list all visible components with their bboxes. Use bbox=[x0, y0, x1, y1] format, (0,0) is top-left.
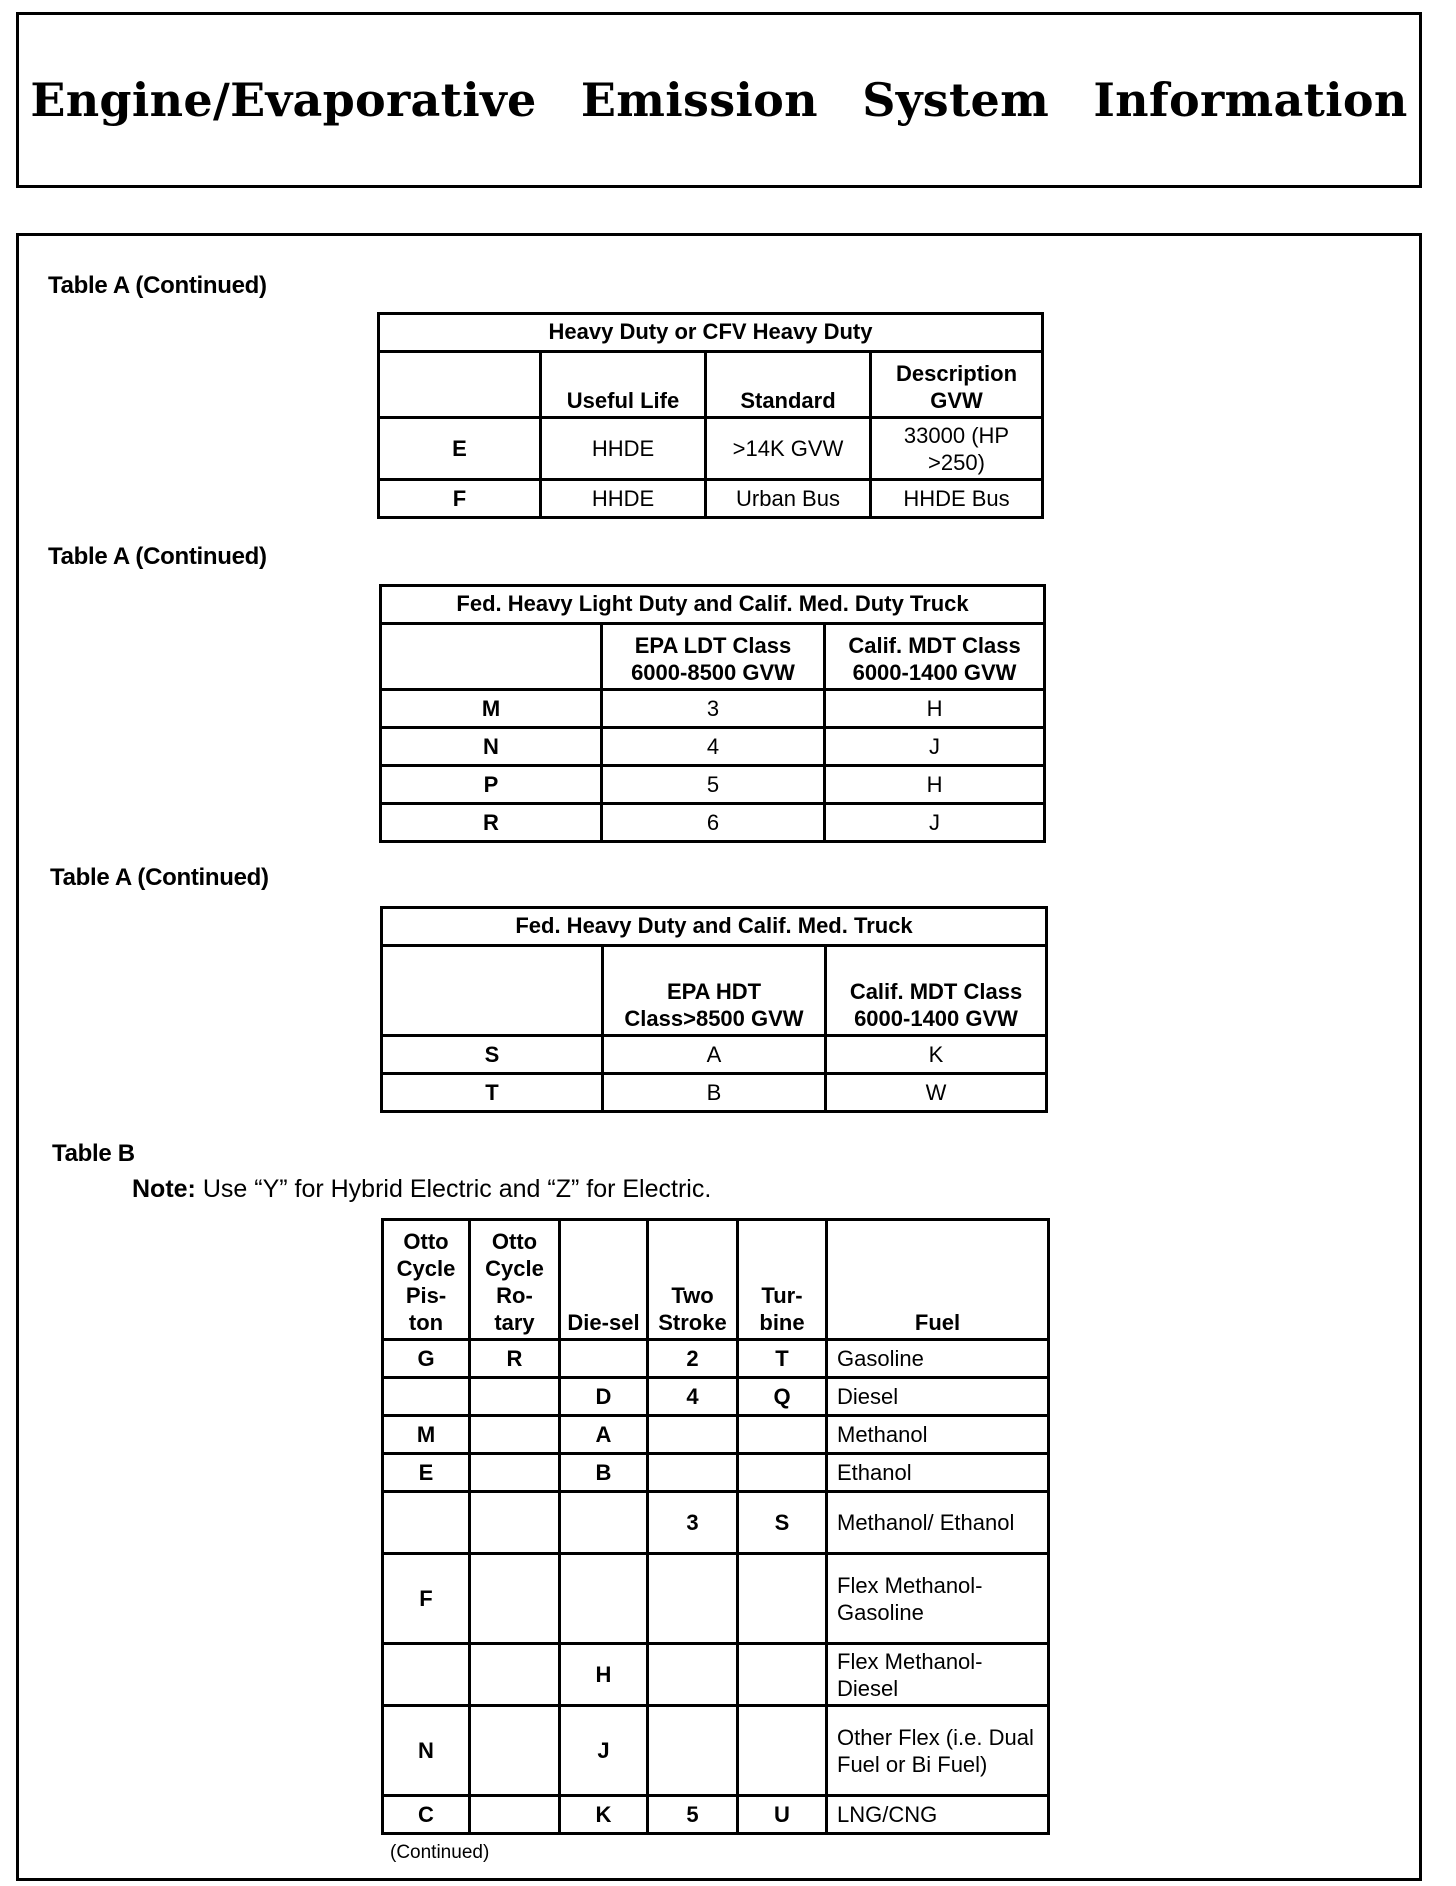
code-cell: G bbox=[383, 1340, 470, 1378]
code-cell bbox=[738, 1416, 827, 1454]
fuel-cell: LNG/CNG bbox=[827, 1796, 1049, 1834]
code-cell bbox=[738, 1706, 827, 1796]
table-a2-header: EPA LDT Class 6000-8500 GVW bbox=[602, 624, 825, 690]
table-row bbox=[381, 766, 1045, 804]
code-cell bbox=[470, 1644, 560, 1706]
table-a1 bbox=[377, 312, 1044, 519]
code-cell: 5 bbox=[648, 1796, 738, 1834]
table-a3-cell: K bbox=[826, 1036, 1047, 1074]
table-row bbox=[382, 1074, 1047, 1112]
code-cell bbox=[560, 1340, 648, 1378]
table-a1-caption: Heavy Duty or CFV Heavy Duty bbox=[379, 314, 1043, 352]
page-title: Engine/Evaporative Emission System Information bbox=[30, 73, 1408, 127]
table-a2-cell: M bbox=[381, 690, 602, 728]
code-cell bbox=[648, 1554, 738, 1644]
code-cell bbox=[383, 1644, 470, 1706]
code-cell: K bbox=[560, 1796, 648, 1834]
table-a1-cell: HHDE bbox=[541, 480, 706, 518]
table-a3-cell: W bbox=[826, 1074, 1047, 1112]
table-a3-cell: T bbox=[382, 1074, 603, 1112]
code-cell: U bbox=[738, 1796, 827, 1834]
table-a3-label: Table A (Continued) bbox=[50, 864, 269, 891]
fuel-cell: Ethanol bbox=[827, 1454, 1049, 1492]
table-row bbox=[383, 1340, 1049, 1378]
table-a2-header: Calif. MDT Class 6000-1400 GVW bbox=[825, 624, 1045, 690]
table-a1-header: Description GVW bbox=[871, 352, 1043, 418]
table-b-note bbox=[132, 1175, 711, 1204]
code-cell bbox=[648, 1454, 738, 1492]
table-a2-cell: N bbox=[381, 728, 602, 766]
code-cell bbox=[738, 1644, 827, 1706]
table-b-header: Otto Cycle Pis-ton bbox=[383, 1220, 470, 1340]
table-a1-label: Table A (Continued) bbox=[48, 272, 267, 299]
code-cell: 2 bbox=[648, 1340, 738, 1378]
code-cell bbox=[470, 1796, 560, 1834]
table-a1-cell: 33000 (HP >250) bbox=[871, 418, 1043, 480]
table-a2-cell: R bbox=[381, 804, 602, 842]
table-a1-cell: HHDE Bus bbox=[871, 480, 1043, 518]
code-cell bbox=[470, 1454, 560, 1492]
table-row bbox=[381, 728, 1045, 766]
code-cell: A bbox=[560, 1416, 648, 1454]
code-cell: S bbox=[738, 1492, 827, 1554]
table-a1-header: Standard bbox=[706, 352, 871, 418]
table-a1-cell: HHDE bbox=[541, 418, 706, 480]
continued-note: (Continued) bbox=[390, 1842, 490, 1863]
code-cell bbox=[470, 1554, 560, 1644]
table-b-header: Two Stroke bbox=[648, 1220, 738, 1340]
table-a2-caption: Fed. Heavy Light Duty and Calif. Med. Duty Truck bbox=[381, 586, 1045, 624]
code-cell bbox=[560, 1554, 648, 1644]
table-a3-cell: B bbox=[603, 1074, 826, 1112]
table-a2-header bbox=[381, 624, 602, 690]
table-a3-header: Calif. MDT Class 6000-1400 GVW bbox=[826, 946, 1047, 1036]
table-a2-cell: 3 bbox=[602, 690, 825, 728]
fuel-cell: Flex Methanol-Gasoline bbox=[827, 1554, 1049, 1644]
table-a3-cell: S bbox=[382, 1036, 603, 1074]
code-cell: E bbox=[383, 1454, 470, 1492]
fuel-cell: Flex Methanol-Diesel bbox=[827, 1644, 1049, 1706]
table-a3-caption: Fed. Heavy Duty and Calif. Med. Truck bbox=[382, 908, 1047, 946]
code-cell: N bbox=[383, 1706, 470, 1796]
table-a2 bbox=[379, 584, 1046, 843]
code-cell: M bbox=[383, 1416, 470, 1454]
table-row bbox=[381, 690, 1045, 728]
table-a3-cell: A bbox=[603, 1036, 826, 1074]
table-a1-cell: >14K GVW bbox=[706, 418, 871, 480]
code-cell bbox=[470, 1492, 560, 1554]
table-a2-cell: H bbox=[825, 690, 1045, 728]
table-row bbox=[383, 1796, 1049, 1834]
table-row bbox=[383, 1644, 1049, 1706]
code-cell bbox=[470, 1416, 560, 1454]
code-cell bbox=[738, 1554, 827, 1644]
table-a2-cell: 6 bbox=[602, 804, 825, 842]
code-cell: T bbox=[738, 1340, 827, 1378]
table-a3 bbox=[380, 906, 1048, 1113]
table-row bbox=[383, 1454, 1049, 1492]
table-row bbox=[383, 1554, 1049, 1644]
table-a2-cell: J bbox=[825, 728, 1045, 766]
table-a2-cell: P bbox=[381, 766, 602, 804]
code-cell: 4 bbox=[648, 1378, 738, 1416]
title-box bbox=[16, 12, 1422, 188]
table-row bbox=[383, 1416, 1049, 1454]
code-cell bbox=[383, 1378, 470, 1416]
code-cell bbox=[648, 1644, 738, 1706]
fuel-cell: Methanol bbox=[827, 1416, 1049, 1454]
code-cell bbox=[560, 1492, 648, 1554]
code-cell bbox=[648, 1416, 738, 1454]
fuel-cell: Methanol/ Ethanol bbox=[827, 1492, 1049, 1554]
table-a1-cell: Urban Bus bbox=[706, 480, 871, 518]
fuel-cell: Other Flex (i.e. Dual Fuel or Bi Fuel) bbox=[827, 1706, 1049, 1796]
code-cell: F bbox=[383, 1554, 470, 1644]
code-cell: D bbox=[560, 1378, 648, 1416]
table-row bbox=[382, 1036, 1047, 1074]
table-a1-cell: F bbox=[379, 480, 541, 518]
code-cell bbox=[383, 1492, 470, 1554]
table-a2-cell: 4 bbox=[602, 728, 825, 766]
table-b-label: Table B bbox=[52, 1140, 135, 1167]
code-cell bbox=[738, 1454, 827, 1492]
note-text: Use “Y” for Hybrid Electric and “Z” for Electric. bbox=[195, 1175, 712, 1203]
table-a3-header bbox=[382, 946, 603, 1036]
code-cell: Q bbox=[738, 1378, 827, 1416]
code-cell: J bbox=[560, 1706, 648, 1796]
table-a3-header: EPA HDT Class>8500 GVW bbox=[603, 946, 826, 1036]
table-a2-cell: J bbox=[825, 804, 1045, 842]
code-cell: C bbox=[383, 1796, 470, 1834]
fuel-cell: Gasoline bbox=[827, 1340, 1049, 1378]
code-cell: B bbox=[560, 1454, 648, 1492]
table-row bbox=[379, 418, 1043, 480]
note-label: Note: bbox=[132, 1175, 196, 1203]
table-b-header: Otto Cycle Ro-tary bbox=[470, 1220, 560, 1340]
code-cell bbox=[470, 1378, 560, 1416]
table-b-header: Die-sel bbox=[560, 1220, 648, 1340]
code-cell: R bbox=[470, 1340, 560, 1378]
table-a2-label: Table A (Continued) bbox=[48, 543, 267, 570]
table-row bbox=[381, 804, 1045, 842]
table-b-header: Tur-bine bbox=[738, 1220, 827, 1340]
table-row bbox=[383, 1492, 1049, 1554]
fuel-cell: Diesel bbox=[827, 1378, 1049, 1416]
table-row bbox=[383, 1378, 1049, 1416]
code-cell bbox=[470, 1706, 560, 1796]
table-row bbox=[383, 1706, 1049, 1796]
code-cell: H bbox=[560, 1644, 648, 1706]
table-b-header: Fuel bbox=[827, 1220, 1049, 1340]
table-a1-header: Useful Life bbox=[541, 352, 706, 418]
table-a1-cell: E bbox=[379, 418, 541, 480]
table-row bbox=[379, 480, 1043, 518]
table-b bbox=[381, 1218, 1050, 1835]
code-cell: 3 bbox=[648, 1492, 738, 1554]
table-a2-cell: H bbox=[825, 766, 1045, 804]
code-cell bbox=[648, 1706, 738, 1796]
table-a2-cell: 5 bbox=[602, 766, 825, 804]
table-a1-header bbox=[379, 352, 541, 418]
